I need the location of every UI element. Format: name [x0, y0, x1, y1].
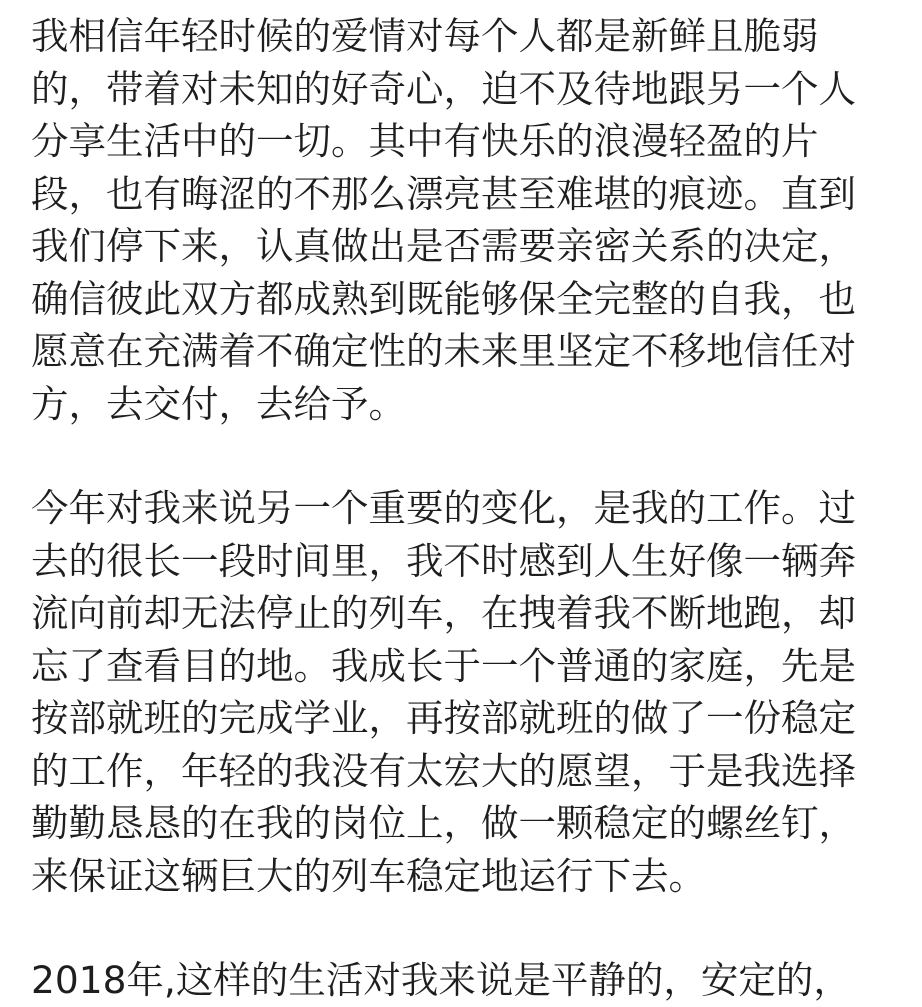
text-line: 确信彼此双方都成熟到既能够保全完整的自我，也 — [31, 276, 856, 321]
text-line: 我相信年轻时候的爱情对每个人都是新鲜且脆弱 — [31, 14, 819, 58]
text-line: 忘了查看目的地。我成长于一个普通的家庭，先是 — [31, 643, 856, 688]
paragraph-2018 — [31, 954, 901, 1007]
text-line: 今年对我来说另一个重要的变化，是我的工作。过 — [31, 486, 856, 530]
text-line: 按部就班的完成学业，再按部就班的做了一份稳定 — [31, 696, 856, 740]
paragraph-work — [31, 482, 901, 902]
text-line: 段，也有晦涩的不那么漂亮甚至难堪的痕迹。直到 — [31, 171, 856, 216]
text-line: 我们停下来，认真做出是否需要亲密关系的决定， — [31, 224, 856, 268]
text-line: 2018年,这样的生活对我来说是平静的，安定的， — [31, 958, 851, 1002]
article-body — [31, 10, 901, 1007]
text-line: 分享生活中的一切。其中有快乐的浪漫轻盈的片 — [31, 119, 819, 163]
text-line: 来保证这辆巨大的列车稳定地运行下去。 — [31, 853, 706, 898]
paragraph-gap — [31, 902, 901, 954]
text-line: 去的很长一段时间里，我不时感到人生好像一辆奔 — [31, 538, 856, 583]
paragraph-gap — [31, 430, 901, 482]
text-line: 勤勤恳恳的在我的岗位上，做一颗稳定的螺丝钉， — [31, 801, 856, 845]
text-line: 方，去交付，去给予。 — [31, 381, 406, 426]
text-line: 的工作，年轻的我没有太宏大的愿望，于是我选择 — [31, 748, 856, 793]
text-line: 流向前却无法停止的列车，在拽着我不断地跑，却 — [31, 591, 856, 635]
text-line: 愿意在充满着不确定性的未来里坚定不移地信任对 — [31, 329, 856, 373]
paragraph-love — [31, 10, 901, 430]
text-line: 的，带着对未知的好奇心，迫不及待地跟另一个人 — [31, 66, 856, 111]
